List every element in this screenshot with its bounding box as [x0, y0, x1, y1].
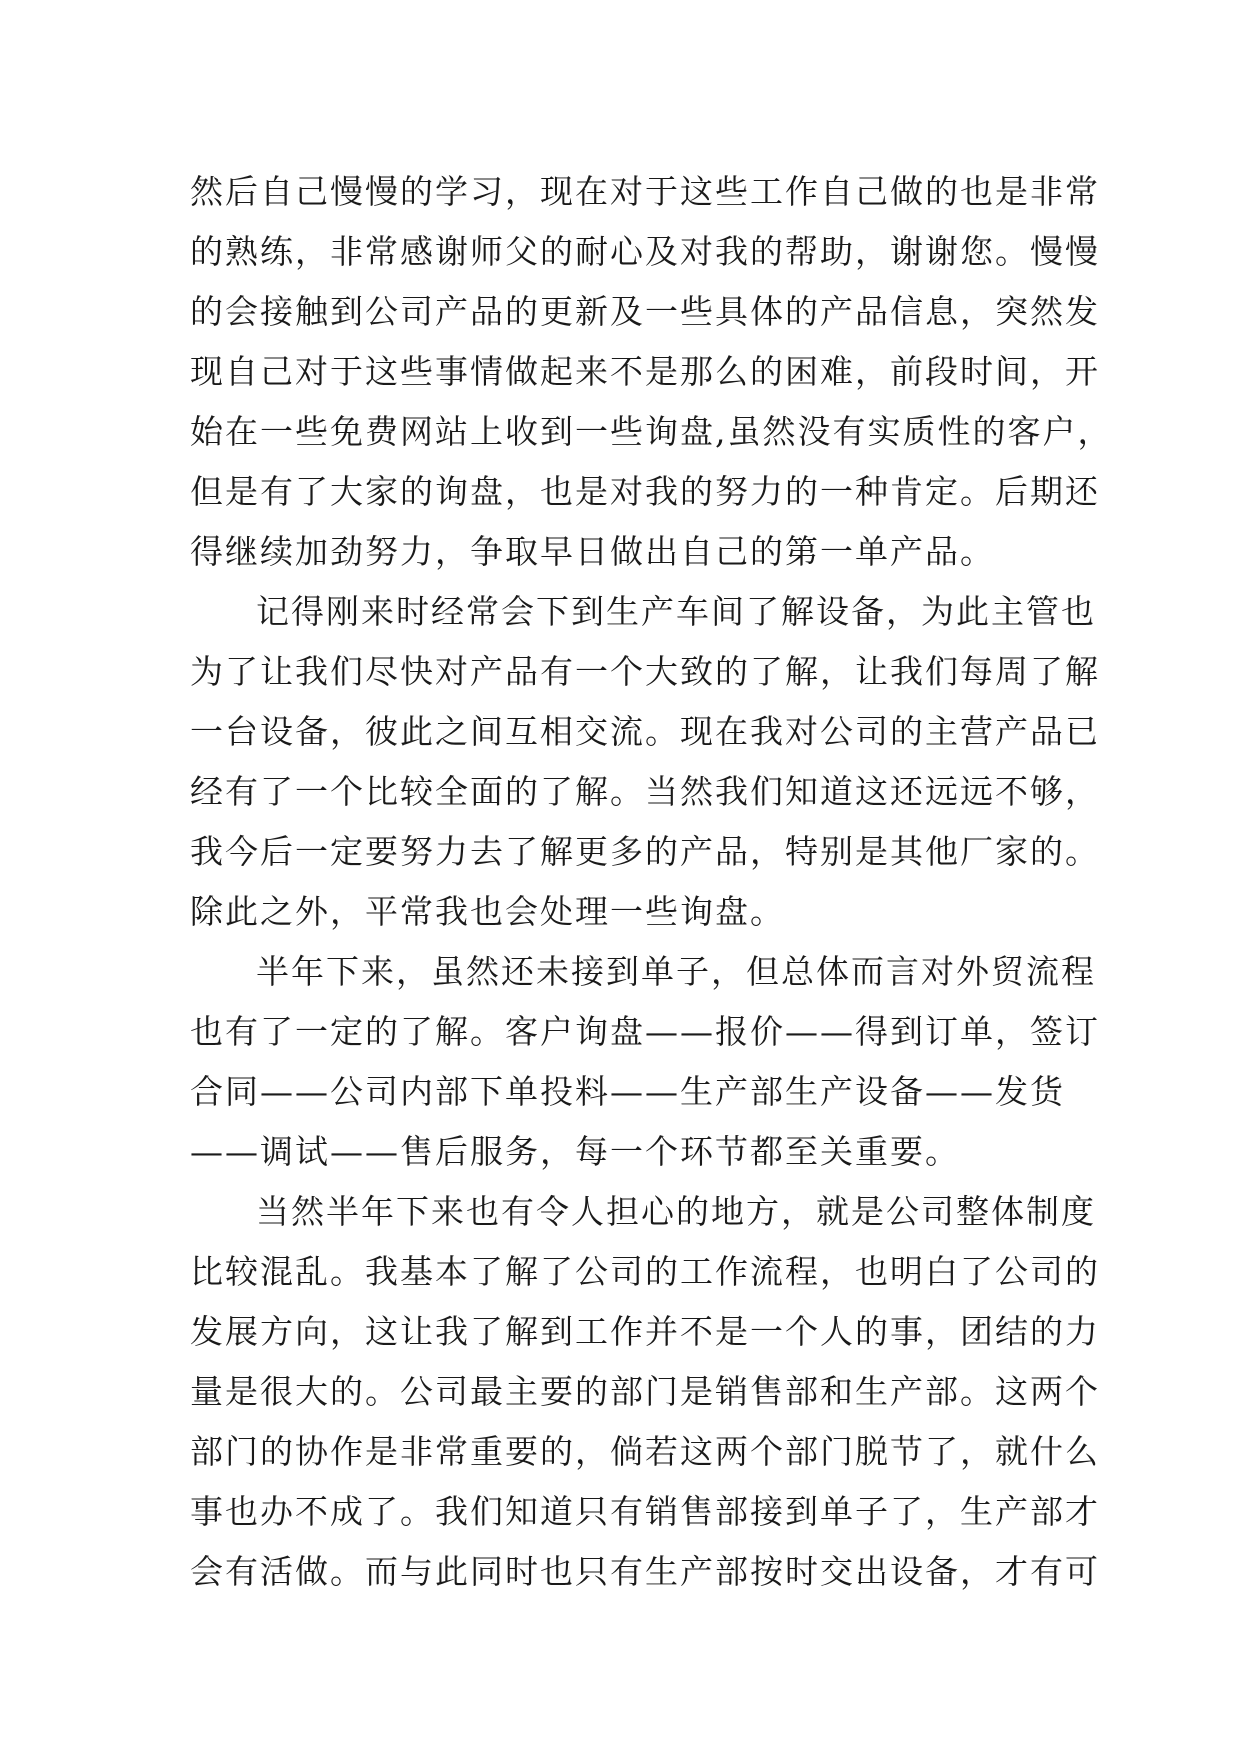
text-line: 也有了一定的了解。客户询盘——报价——得到订单，签订	[190, 1012, 1100, 1051]
text-line: 我今后一定要努力去了解更多的产品，特别是其他厂家的。	[190, 832, 1100, 871]
text-line: 当然半年下来也有令人担心的地方，就是公司整体制度	[256, 1192, 1096, 1231]
text-line: 发展方向，这让我了解到工作并不是一个人的事，团结的力	[190, 1312, 1100, 1351]
text-line: 会有活做。而与此同时也只有生产部按时交出设备，才有可	[190, 1552, 1100, 1591]
text-line: 的熟练，非常感谢师父的耐心及对我的帮助，谢谢您。慢慢	[190, 232, 1100, 271]
text-line: 经有了一个比较全面的了解。当然我们知道这还远远不够，	[190, 772, 1100, 811]
text-line: 比较混乱。我基本了解了公司的工作流程，也明白了公司的	[190, 1252, 1100, 1291]
text-line: 的会接触到公司产品的更新及一些具体的产品信息，突然发	[190, 292, 1100, 331]
text-line: 合同——公司内部下单投料——生产部生产设备——发货	[190, 1072, 1065, 1111]
text-line: 现自己对于这些事情做起来不是那么的困难，前段时间，开	[190, 352, 1100, 391]
paragraph	[190, 162, 1113, 582]
paragraph	[190, 942, 1100, 1182]
paragraph	[190, 582, 1100, 942]
text-line: 但是有了大家的询盘，也是对我的努力的一种肯定。后期还	[190, 472, 1100, 511]
text-line: 为了让我们尽快对产品有一个大致的了解，让我们每周了解	[190, 652, 1100, 691]
document-body	[190, 162, 1113, 1602]
text-line: 部门的协作是非常重要的，倘若这两个部门脱节了，就什么	[190, 1432, 1100, 1471]
text-line: 事也办不成了。我们知道只有销售部接到单子了，生产部才	[190, 1492, 1100, 1531]
paragraph	[190, 1182, 1100, 1602]
text-line: ——调试——售后服务，每一个环节都至关重要。	[190, 1132, 960, 1171]
text-line: 记得刚来时经常会下到生产车间了解设备，为此主管也	[256, 592, 1096, 631]
text-line: 量是很大的。公司最主要的部门是销售部和生产部。这两个	[190, 1372, 1100, 1411]
text-line: 一台设备，彼此之间互相交流。现在我对公司的主营产品已	[190, 712, 1100, 751]
text-line: 得继续加劲努力，争取早日做出自己的第一单产品。	[190, 532, 995, 571]
text-line: 除此之外，平常我也会处理一些询盘。	[190, 892, 785, 931]
text-line: 半年下来，虽然还未接到单子，但总体而言对外贸流程	[256, 952, 1096, 991]
text-line: 始在一些免费网站上收到一些询盘,虽然没有实质性的客户，	[190, 412, 1113, 451]
text-line: 然后自己慢慢的学习，现在对于这些工作自己做的也是非常	[190, 172, 1100, 211]
